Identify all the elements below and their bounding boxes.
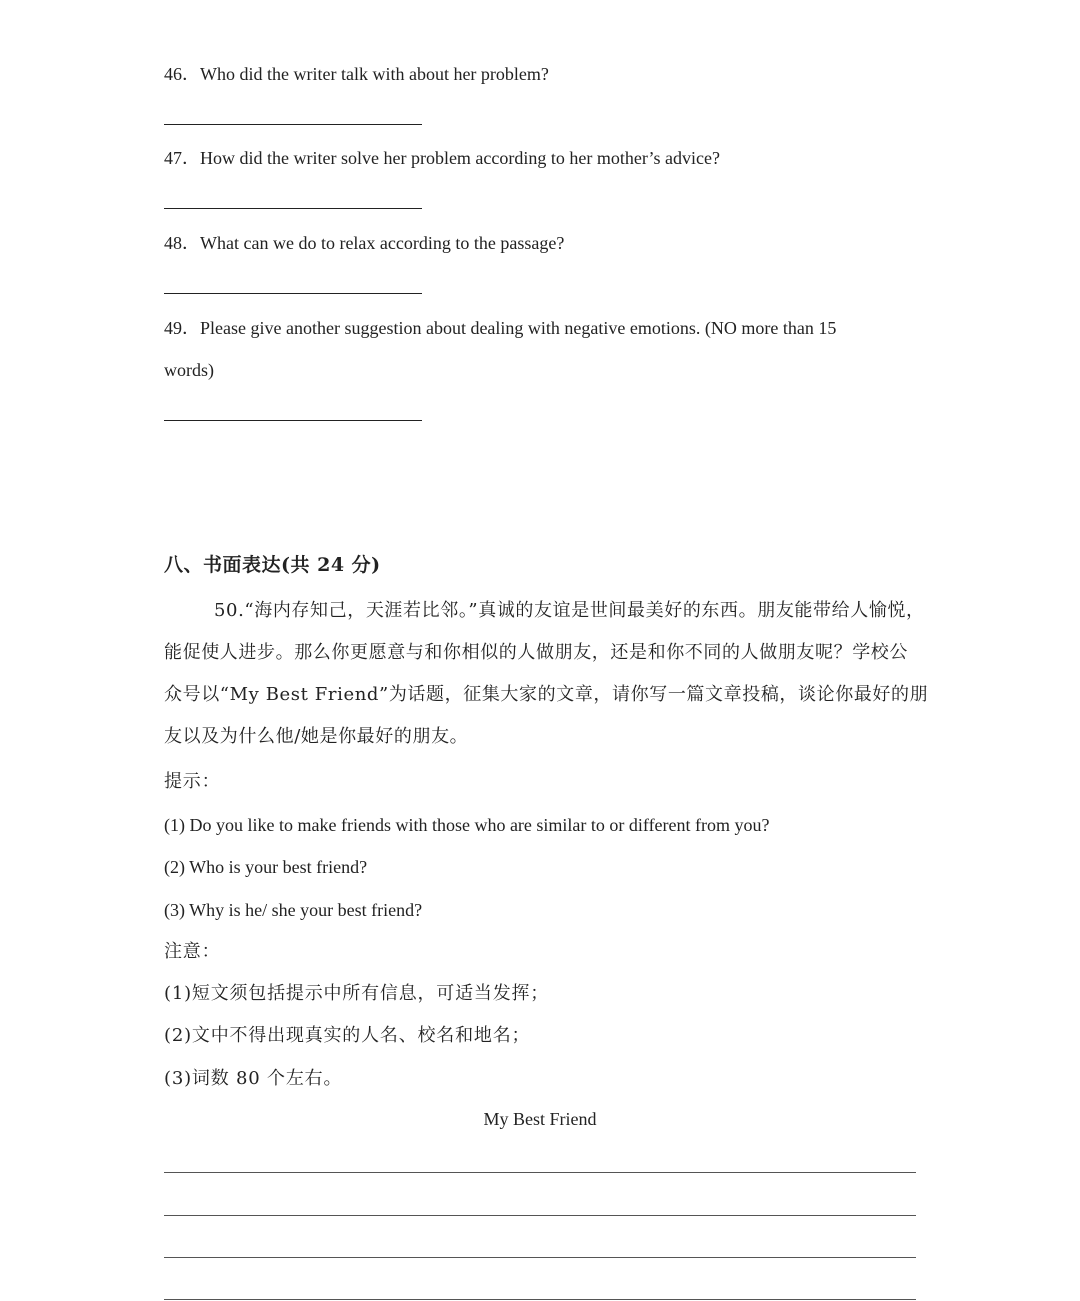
prompt-line-2: 能促使人进步。那么你更愿意与和你相似的人做朋友，还是和你不同的人做朋友呢？学校公 [164, 642, 908, 663]
answer-line-49[interactable] [164, 420, 422, 421]
hint-1: (1) Do you like to make friends with those who are similar to or different from you? [164, 815, 770, 835]
note-3: (3)词数 80 个左右。 [164, 1068, 343, 1089]
hint-2: (2) Who is your best friend? [164, 857, 368, 877]
question-49-line1: 49．Please give another suggestion about dealing with negative emotions. (NO more than 15 [164, 318, 837, 338]
writing-line[interactable] [164, 1257, 916, 1258]
question-49-line2: words) [164, 360, 214, 380]
answer-line-46[interactable] [164, 124, 422, 125]
writing-line[interactable] [164, 1299, 916, 1300]
writing-line[interactable] [164, 1215, 916, 1216]
prompt-paragraph [164, 590, 929, 758]
writing-line[interactable] [164, 1172, 916, 1173]
note-2: (2)文中不得出现真实的人名、校名和地名； [164, 1025, 531, 1046]
essay-title: My Best Friend [483, 1109, 597, 1129]
prompt-line-3: 众号以“My Best Friend”为话题，征集大家的文章，请你写一篇文章投稿，谈论你最好的朋 [164, 684, 929, 705]
note-1: (1)短文须包括提示中所有信息，可适当发挥； [164, 983, 550, 1004]
notes-label: 注意： [164, 941, 221, 962]
question-46: 46．Who did the writer talk with about her problem? [164, 64, 549, 84]
prompt-line-1: 50.“海内存知己，天涯若比邻。”真诚的友谊是世间最美好的东西。朋友能带给人愉悦， [214, 600, 925, 621]
answer-line-47[interactable] [164, 208, 422, 209]
prompt-line-4: 友以及为什么他/她是你最好的朋友。 [164, 726, 469, 747]
answer-line-48[interactable] [164, 293, 422, 294]
hints-label: 提示： [164, 771, 221, 792]
section-heading: 八、书面表达(共 24 分) [164, 554, 381, 576]
question-48: 48．What can we do to relax according to the passage? [164, 233, 565, 253]
hint-3: (3) Why is he/ she your best friend? [164, 900, 423, 920]
question-47: 47．How did the writer solve her problem according to her mother’s advice? [164, 148, 720, 168]
